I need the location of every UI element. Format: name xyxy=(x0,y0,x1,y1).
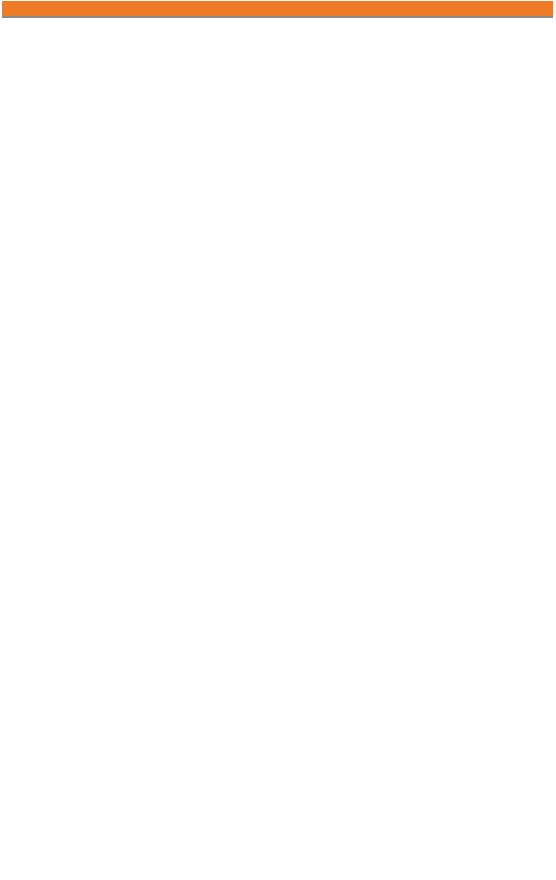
section-title xyxy=(3,17,553,18)
spec-page xyxy=(2,1,553,18)
section-header-row xyxy=(3,17,553,18)
spec-header xyxy=(2,1,553,16)
spec-table xyxy=(2,16,553,18)
vc-section xyxy=(3,17,553,18)
